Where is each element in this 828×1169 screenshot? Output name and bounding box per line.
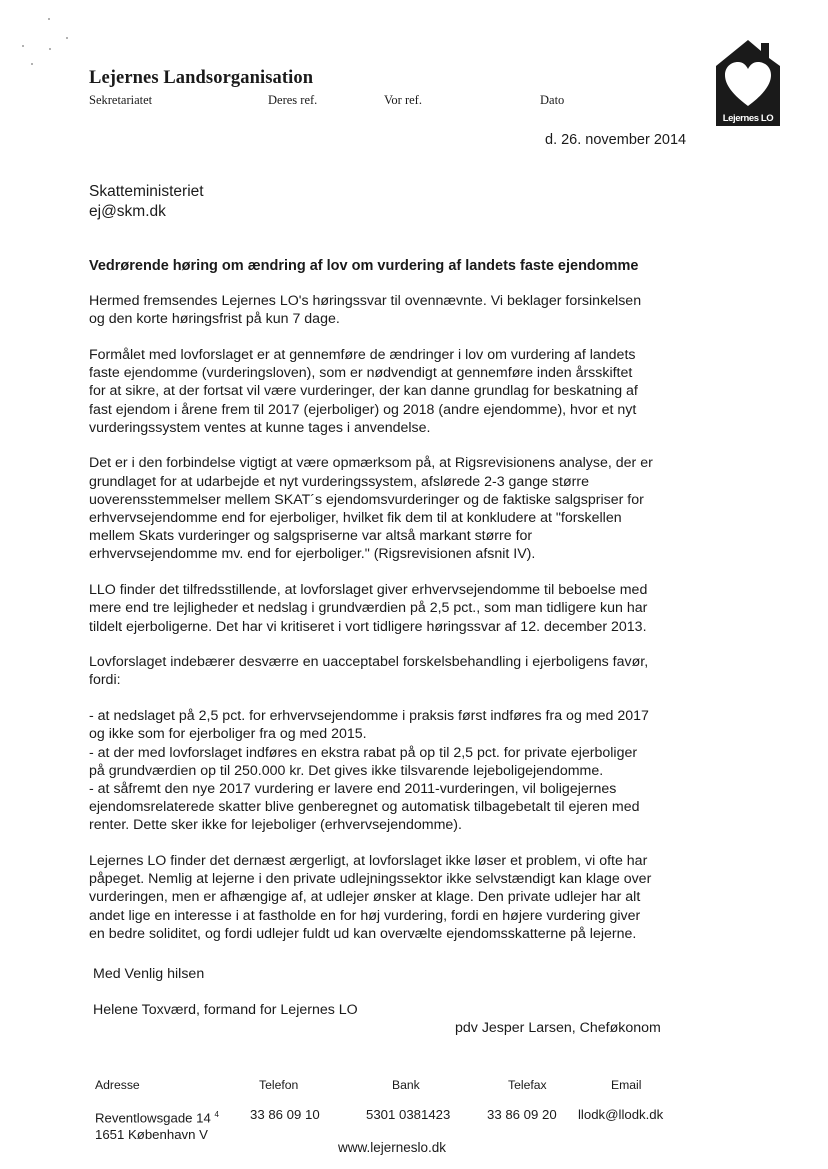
scan-speck [31,63,33,65]
footer-address [95,1106,219,1143]
scan-speck [22,45,24,47]
footer-bank: 5301 0381423 [366,1107,451,1122]
body-paragraph: Det er i den forbindelse vigtigt at være opmærksom på, at Rigsrevisionens analyse, der er grundlaget for at udarbejde et nyt vurderingssystem, afslørede 2-3 gange større uoverensstemmelser mellem SKAT´s ejendomsvurderinger og de faktiske salgspriser for erhvervsejendomme end for ejerboliger, hvilket fik dem til at konkludere at "forskellen mellem Skats vurderinger og salgspriserne var altså markant større for erhvervsejendomme mv. end for ejerboliger." (Rigsrevisionen afsnit IV). [89,455,653,563]
date-label: Dato [540,93,565,107]
address-street: Reventlowsgade 14 [95,1110,211,1126]
body-paragraph: Hermed fremsendes Lejernes LO's høringssvar til ovennævnte. Vi beklager forsinkelsen og den korte høringsfrist på kun 7 dage. [89,293,642,328]
footer-address-label: Adresse [95,1078,140,1092]
address-floor: 4 [214,1110,219,1119]
body-paragraph: Lejernes LO finder det dernæst ærgerligt, at lovforslaget ikke løser et problem, vi ofte har påpeget. Nemlig at lejerne i den private udlejningssektor ikke selvstændigt kan klage over vurderingen, men er afhængige af, at udlejer ønsker at klage. Den private udlejer har alt andet lige en interesse i at fastholde en for høj vurdering, fordi en højere vurdering giver en bedre soliditet, og fordi udlejer fuldt ud kan overvælte ejendomsskatterne på lejerne. [89,853,652,942]
scan-speck [66,37,68,39]
organization-name: Lejernes Landsorganisation [89,68,314,88]
address-line-1 [95,1106,219,1126]
signer-name: Helene Toxværd, formand for Lejernes LO [93,1002,358,1018]
pdv-signer: pdv Jesper Larsen, Cheføkonom [455,1020,661,1036]
footer-bank-label: Bank [392,1078,420,1092]
letter-subject: Vedrørende høring om ændring af lov om vurdering af landets faste ejendomme [89,258,639,274]
secretariat-label: Sekretariatet [89,93,153,107]
recipient-block [89,182,204,222]
footer-fax: 33 86 09 20 [487,1107,557,1122]
recipient-name: Skatteministeriet [89,183,204,200]
your-ref-label: Deres ref. [268,93,318,107]
scan-speck [48,18,50,20]
footer-email-label: Email [611,1078,642,1092]
footer-phone-label: Telefon [259,1078,299,1092]
footer-email: llodk@llodk.dk [578,1107,664,1122]
body-paragraph: LLO finder det tilfredsstillende, at lovforslaget giver erhvervsejendomme til beboelse med mere end tre lejligheder et nedslag i grundværdien på 2,5 pct., som man tidligere kun har tildelt ejerboligerne. Det har vi kritiseret i vort tidligere høringssvar af 12. december 2013. [89,582,648,635]
address-line-2: 1651 København V [95,1127,208,1143]
footer-phone: 33 86 09 10 [250,1107,320,1122]
lejernes-lo-logo [713,38,783,128]
logo-text: Lejernes LO [722,113,774,124]
our-ref-label: Vor ref. [384,93,422,107]
recipient-email: ej@skm.dk [89,203,166,220]
body-paragraph: Lovforslaget indebærer desværre en uacceptabel forskelsbehandling i ejerboligens favør, fordi: [89,654,649,689]
bullet-list: - at nedslaget på 2,5 pct. for erhvervsejendomme i praksis først indføres fra og med 2017 og ikke som for ejerboliger fra og med 2015. - at der med lovforslaget indføres en ekstra rabat på op til 2,5 pct. for private ejerboliger på grundværdien op til 250.000 kr. Det gives ikke tilsvarende lejeboligejendomme. - at såfremt den nye 2017 vurdering er lavere end 2011-vurderingen, vil boligejernes ejendomsrelaterede skatter blive genberegnet og automatisk tilbagebetalt til ejeren med renter. Dette sker ikke for lejeboliger (erhvervsejendomme). [89,708,649,834]
closing-greeting: Med Venlig hilsen [93,966,205,982]
letter-body [89,292,719,961]
body-paragraph: Formålet med lovforslaget er at gennemføre de ændringer i lov om vurdering af landets faste ejendomme (vurderingsloven), som er nødvendigt at gennemføre inden årsskiftet for at sikre, at der fortsat vil være vurderinger, der kan danne grundlag for beskatning af fast ejendom i årene frem til 2017 (ejerboliger) og 2018 (andre ejendomme), hvor et nyt vurderingssystem ventes at kunne tages i anvendelse. [89,346,638,436]
footer-fax-label: Telefax [508,1078,547,1092]
footer-website: www.lejerneslo.dk [338,1140,447,1155]
scan-speck [49,48,51,50]
letter-date: d. 26. november 2014 [545,132,687,148]
